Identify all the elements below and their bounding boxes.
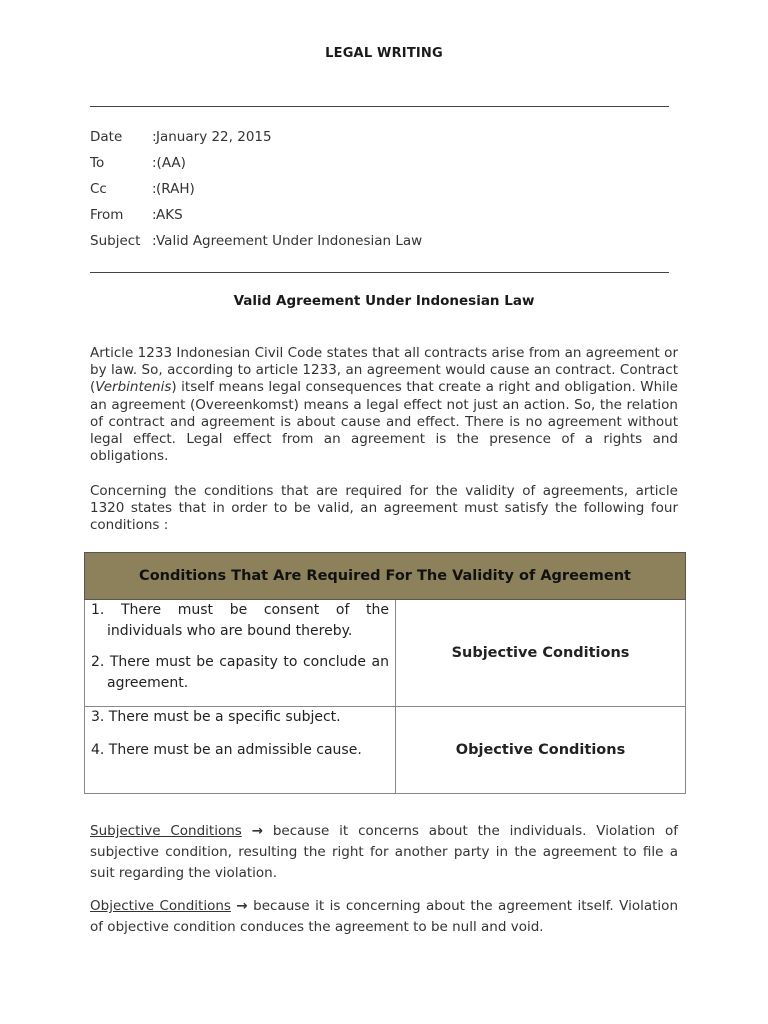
condition-category-cell: Subjective Conditions — [396, 600, 686, 707]
bottom-divider — [90, 272, 669, 273]
table-row — [85, 600, 686, 707]
memo-cc-label: Cc — [90, 181, 107, 197]
note-term: Objective Conditions — [90, 898, 231, 914]
intro-italic-term: Verbintenis — [95, 379, 172, 396]
intro-paragraph — [90, 345, 678, 465]
intro-text-start: Article 1233 Indonesian Civil Code states that all contracts arise from an agreement or by law. So, according to article 1233, an agreement would cause an contract. Contract ( — [90, 345, 678, 396]
condition-category-cell: Objective Conditions — [396, 707, 686, 794]
conditions-list-cell — [85, 707, 396, 794]
memo-to-value: :(AA) — [152, 155, 186, 171]
note-text: because it concerns about the individuals. Violation of subjective condition, resulting the right for another party in the agreement to file a suit regarding the violation. — [90, 823, 678, 881]
condition-item: 1. There must be consent of the individuals who are bound thereby. — [91, 602, 389, 639]
memo-colon: : — [152, 207, 157, 223]
memo-from-label: From — [90, 207, 124, 223]
objective-note — [90, 896, 678, 938]
arrow-icon: → — [236, 898, 248, 914]
subjective-note — [90, 821, 678, 884]
memo-colon: : — [152, 181, 157, 197]
memo-colon: : — [152, 233, 157, 249]
document-title: LEGAL WRITING — [325, 46, 443, 61]
conditions-table — [84, 552, 686, 794]
memo-cc-value: (RAH) — [156, 181, 195, 197]
memo-date-label: Date — [90, 129, 123, 145]
table-header: Conditions That Are Required For The Validity of Agreement — [85, 553, 686, 600]
memo-subject-label: Subject — [90, 233, 141, 249]
condition-item: 2. There must be capasity to conclude an agreement. — [91, 654, 389, 691]
memo-subject-value: Valid Agreement Under Indonesian Law — [156, 233, 423, 249]
memo-date-value: January 22, 2015 — [156, 129, 272, 145]
table-row — [85, 707, 686, 794]
memo-colon: : — [152, 129, 157, 145]
note-term: Subjective Conditions — [90, 823, 242, 839]
memo-to-label: To — [90, 155, 105, 171]
conditions-intro-paragraph: Concerning the conditions that are required for the validity of agreements, article 1320 states that in order to be valid, an agreement must satisfy the following four conditions : — [90, 483, 678, 534]
memo-from-value: AKS — [156, 207, 183, 223]
conditions-list-cell — [85, 600, 396, 707]
condition-item: 3. There must be a specific subject. — [91, 709, 341, 725]
section-title: Valid Agreement Under Indonesian Law — [233, 293, 535, 309]
arrow-icon: → — [251, 823, 263, 839]
condition-item: 4. There must be an admissible cause. — [91, 741, 362, 758]
note-text: because it is concerning about the agreement itself. Violation of objective condition conduces the agreement to be null and void. — [90, 898, 678, 935]
intro-text-end: ) itself means legal consequences that create a right and obligation. While an agreement (Overeenkomst) means a legal effect not just an action. So, the relation of contract and agreement is about cause and effect. There is no agreement without legal effect. Legal effect from an agreement is the presence of a rights and obligations. — [90, 379, 678, 465]
top-divider — [90, 106, 669, 107]
